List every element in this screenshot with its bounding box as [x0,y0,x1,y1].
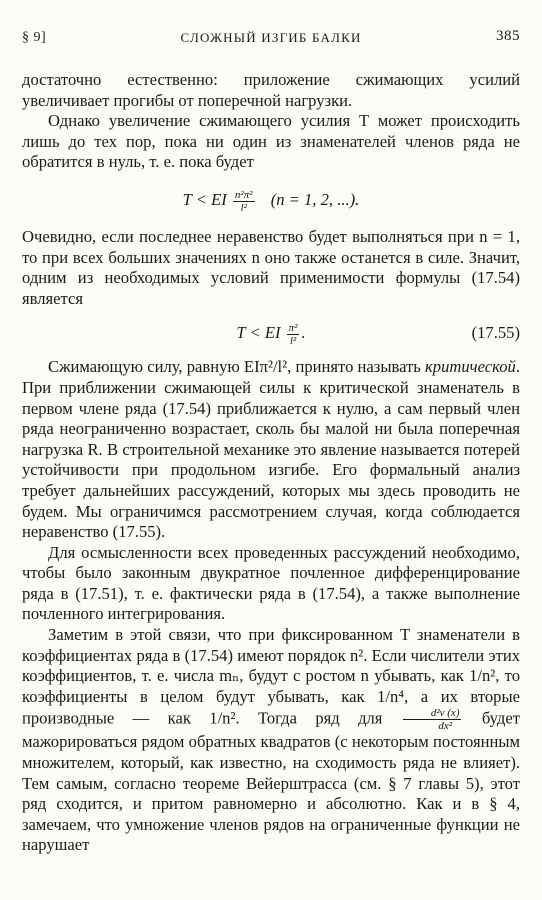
equation-17-55 [22,315,520,351]
paragraph-6-rest: будет мажорироваться рядом обратных квадратов (с некоторым постоянным множителем, который, как известно, на сходимость ряда не влияет). Тем самым, согласно теореме Вейерштрасса (см. § 7 главы 5), этот ряд сходится, и притом равномерно и абсолютно. Как и в § 4, замечаем, что умножение членов рядов на ограниченные функции не нарушает [22,708,520,855]
paragraph-4 [22,357,520,542]
formula-lhs: T < EI [182,189,227,209]
paragraph-6 [22,625,520,856]
paragraph-4-rest: . При приближении сжимающей силы к критической знаменатель в первом члене ряда (17.54) приближается к нулю, а сам первый член ряда неограниченно возрастает, сколь бы малой ни была поперечная нагрузка R. В строительной механике это явление называется потерей устойчивости при продольном изгибе. Его формальный анализ требует дальнейших рассуждений, которых мы здесь проводить не будем. Мы ограничимся рассмотрением случая, когда соблюдается неравенство (17.55). [22,357,520,542]
paragraph-1: достаточно естественно: приложение сжимающих усилий увеличивает прогибы от поперечной нагрузки. [22,70,520,110]
fraction-denominator: dx² [438,720,452,733]
paragraph-5: Для осмысленности всех проведенных рассуждений необходимо, чтобы было законным двукратное почленное дифференцирование ряда в (17.51), т. е. фактически ряда в (17.54), а также выполнение почленного интегрирования. [22,542,520,624]
section-ref: § 9] [22,30,47,45]
formula-condition: (n = 1, 2, ...). [270,189,360,209]
paragraph-2: Однако увеличение сжимающего усилия T может происходить лишь до тех пор, пока ни один из знаменателей членов ряда не обратится в нуль, т. е. пока будет [22,111,520,172]
equation-number: (17.55) [471,323,520,343]
formula-period: . [301,323,306,343]
fraction-numerator: n²π² [234,188,253,201]
second-derivative-fraction [403,707,462,732]
fraction-numerator: d²v (x) [403,707,462,720]
paragraph-6-start: Заметим в этой связи, что при фиксированном T знаменатели в коэффициентах ряда в (17.54) имеют порядок n². Если числители этих коэффициентов, т. е. числа mₙ, будут с ростом n убывать, как 1/n², то коэффициенты в целом будут убывать, как 1/n⁴, а их вторые производные — как 1/n². Тогда ряд для [22,625,520,728]
formula-lhs: T < EI [236,323,281,343]
term-critical: критической [425,357,516,377]
fraction-denominator: l² [289,335,297,348]
running-title: СЛОЖНЫЙ ИЗГИБ БАЛКИ [180,30,362,45]
page-number: 385 [496,28,520,44]
running-header [22,28,520,50]
page-body [22,70,520,856]
formula-fraction [287,322,300,347]
inequality-formula [22,183,520,217]
fraction-denominator: l² [240,201,247,214]
paragraph-4-start: Сжимающую силу, равную EIπ²/l², принято называть [48,357,426,377]
fraction-numerator: π² [288,322,298,335]
paragraph-3: Очевидно, если последнее неравенство будет выполняться при n = 1, то при всех больших значениях n оно также останется в силе. Значит, одним из необходимых условий применимости формулы (17.54) является [22,226,520,308]
formula-fraction [233,189,255,214]
